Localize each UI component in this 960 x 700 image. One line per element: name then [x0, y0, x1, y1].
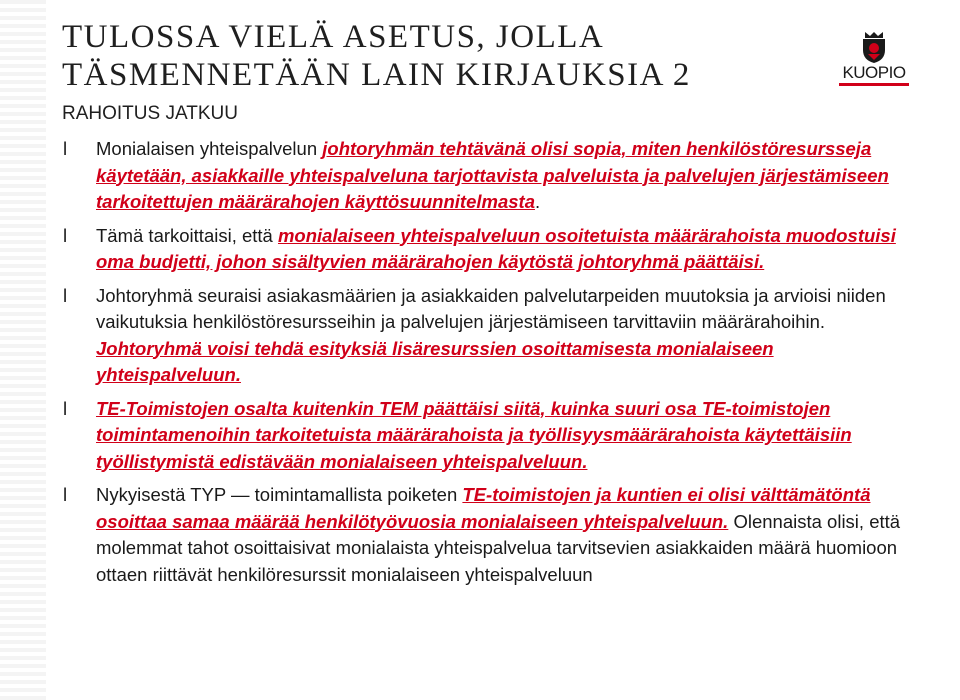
kuopio-logo-text: KUOPIO	[842, 63, 906, 82]
slide-title-line-2: TÄSMENNETÄÄN LAIN KIRJAUKSIA 2	[62, 57, 691, 93]
kuopio-logo-underline	[839, 83, 909, 86]
bullet-marker: l	[63, 138, 68, 159]
bullet-list	[62, 136, 902, 595]
bullet-marker: l	[63, 224, 68, 246]
bullet-marker: l	[63, 484, 68, 505]
bullet-item	[62, 136, 902, 216]
slide-title-line-1: TULOSSA VIELÄ ASETUS, JOLLA	[62, 19, 605, 55]
bullet-item	[62, 283, 902, 389]
bullet-marker: l	[63, 397, 68, 419]
highlighted-text: monialaiseen yhteispalveluun osoitetuista määrärahoista muodostuisi oma budjetti, johon sisältyvien määrärahojen käytöstä johtoryhmä päättäisi.	[96, 224, 896, 272]
bullet-item	[62, 396, 902, 476]
left-decorative-band	[0, 0, 46, 700]
kuopio-coat-of-arms-icon	[859, 30, 889, 64]
body-text: Nykyisestä TYP — toimintamallista poiketen	[96, 484, 463, 505]
body-text: .	[534, 191, 541, 212]
highlighted-text: TE-toimistojen ja kuntien ei olisi välttämätöntä osoittaa samaa määrää henkilötyövuosia monialaiseen yhteispalveluun.	[96, 484, 871, 532]
bullet-item	[62, 482, 902, 588]
kuopio-logo	[838, 30, 910, 102]
highlighted-text: TE-Toimistojen osalta kuitenkin TEM päättäisi siitä, kuinka suuri osa TE-toimistojen toimintamenoihin tarkoitetuista määrärahoista ja työllisyysmäärärahoista käytettäisiin työllistymistä edistävään monialaiseen yhteispalveluun.	[96, 397, 852, 472]
body-text: Olennaista olisi, että molemmat tahot osoittaisivat monialaista yhteispalvelua tarvitsevien asiakkaiden määrä huomioon ottaen riittävät henkilöresurssit monialaiseen yhteispalveluun	[96, 510, 901, 585]
body-text: Tämä tarkoittaisi, että	[96, 224, 278, 246]
slide-subtitle: RAHOITUS JATKUU	[62, 103, 238, 124]
highlighted-text: Johtoryhmä voisi tehdä esityksiä lisäresurssien osoittamisesta monialaiseen yhteispalveluun.	[96, 337, 774, 385]
highlighted-text: johtoryhmän tehtävänä olisi sopia, miten henkilöstöresursseja käytetään, asiakkaille yhteispalveluna tarjottavista palveluista ja palvelujen järjestämiseen tarkoitettujen määrärahojen käyttösuunnitelmasta	[96, 138, 889, 212]
bullet-marker: l	[63, 284, 68, 306]
bullet-item	[62, 223, 902, 276]
body-text: Johtoryhmä seuraisi asiakasmäärien ja asiakkaiden palvelutarpeiden muutoksia ja arvioisi niiden vaikutuksia henkilöstöresursseihin ja palvelujen järjestämiseen tarvittaviin määrärahoihin.	[96, 284, 886, 332]
slide-title	[62, 18, 691, 94]
body-text: Monialaisen yhteispalvelun	[96, 138, 323, 159]
